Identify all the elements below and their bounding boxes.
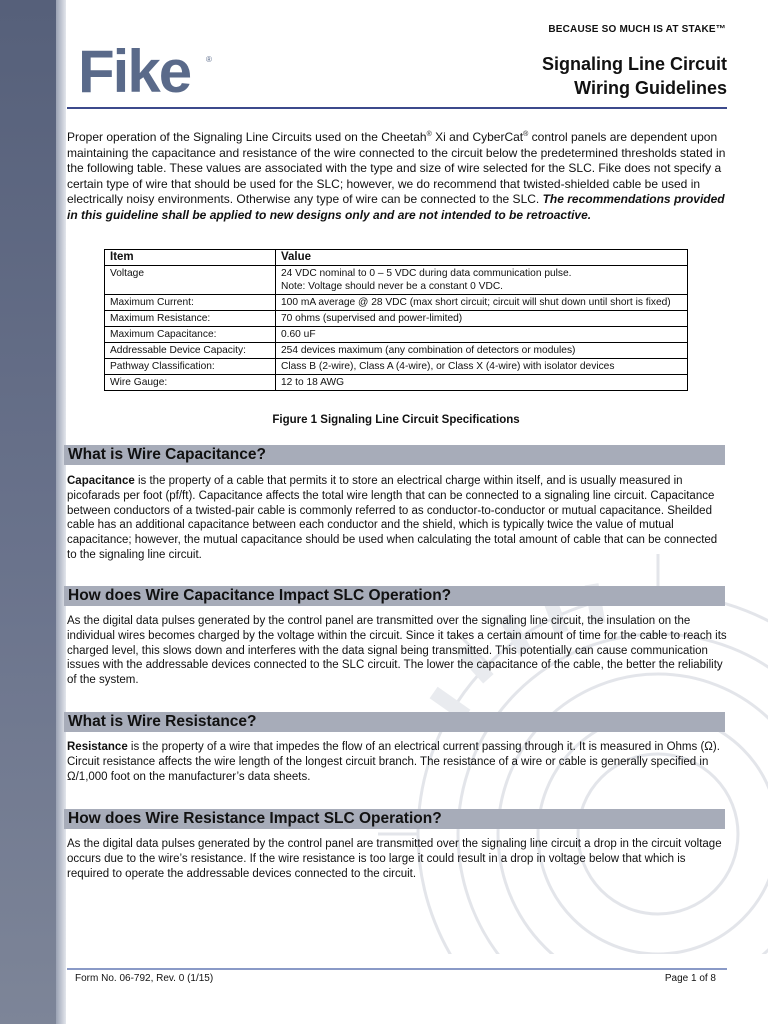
term-capacitance: Capacitance	[67, 475, 135, 487]
table-cell-value: 100 mA average @ 28 VDC (max short circuit; circuit will shut down until short is fixed)	[276, 295, 688, 311]
term-resistance: Resistance	[67, 741, 128, 753]
table-cell-item: Maximum Current:	[105, 295, 276, 311]
title-line-2: Wiring Guidelines	[574, 78, 727, 98]
tagline: BECAUSE SO MUCH IS AT STAKE™	[548, 24, 726, 35]
table-header-value: Value	[276, 250, 688, 266]
section-heading-resistance-impact: How does Wire Resistance Impact SLC Operation?	[64, 809, 725, 829]
table-cell-value-line: 24 VDC nominal to 0 – 5 VDC during data communication pulse.	[281, 268, 572, 279]
logo-wordmark: Fike	[78, 40, 191, 102]
table-cell-item: Wire Gauge:	[105, 375, 276, 391]
section-heading-capacitance-impact: How does Wire Capacitance Impact SLC Operation?	[64, 586, 725, 606]
body-text: is the property of a wire that impedes the flow of an electrical current passing through it. It is measured in Ohms (Ω). Circuit resistance affects the wire length of the longest circuit branch. The resistance of a wire or cable is generally specified in Ω/1,000 foot on the manufacturer’s data sheets.	[67, 741, 720, 783]
title-rule	[67, 107, 727, 109]
section-body-resistance	[67, 740, 727, 784]
section-heading-capacitance: What is Wire Capacitance?	[64, 445, 725, 465]
table-cell-item: Maximum Resistance:	[105, 311, 276, 327]
table-row	[105, 375, 688, 391]
table-row	[105, 343, 688, 359]
side-band	[0, 0, 60, 1024]
table-row	[105, 295, 688, 311]
fike-logo	[78, 40, 218, 102]
table-cell-value: Class B (2-wire), Class A (4-wire), or Class X (4-wire) with isolator devices	[276, 359, 688, 375]
body-text: is the property of a cable that permits it to store an electrical charge within itself, and is usually measured in picofarads per foot (pf/ft). Capacitance affects the total wire length that can be connected to a signaling line circuit. Capacitance between conductors of a twisted-pair cable is commonly referred to as conductor-to-conductor or mutual capacitance. Sheilded cable has an additional capacitance between each conductor and the shield, which is typically twice the value of mutual capacitance; however, the mutual capacitance should be used when calculating the total amount of cable that can be connected to the signaling line circuit.	[67, 475, 718, 561]
footer-rule	[67, 968, 727, 970]
intro-paragraph	[67, 127, 727, 224]
section-body-capacitance	[67, 474, 727, 563]
table-cell-value: 0.60 uF	[276, 327, 688, 343]
table-row	[105, 266, 688, 295]
table-cell-item: Voltage	[105, 266, 276, 295]
section-body-capacitance-impact: As the digital data pulses generated by the control panel are transmitted over the signaling line circuit, the insulation on the individual wires becomes charged by the voltage within the circuit. Since it takes a certain amount of time for the cable to reach its charged level, this slows down and interferes with the data signal being transmitted. This potentially can cause communication issues with the addressable devices connected to the SLC circuit. The lower the capacitance of the cable, the better the reliability of the system.	[67, 615, 727, 687]
section-body-resistance-impact: As the digital data pulses generated by the control panel are transmitted over the signaling line circuit a drop in the circuit voltage occurs due to the wire’s resistance. If the wire resistance is too large it could result in a drop in voltage below that which is required to operate the addressable devices connected to the circuit.	[67, 838, 722, 880]
table-cell-note: Note: Voltage should never be a constant 0 VDC.	[281, 281, 504, 292]
table-row	[105, 359, 688, 375]
table-row	[105, 311, 688, 327]
page-title	[542, 52, 727, 100]
page-number: Page 1 of 8	[664, 973, 716, 984]
registered-mark: ®	[426, 131, 432, 138]
table-cell-item: Pathway Classification:	[105, 359, 276, 375]
intro-text-1: Proper operation of the Signaling Line Circuits used on the Cheetah	[67, 130, 427, 144]
logo-registered-mark: ®	[206, 55, 212, 64]
table-header-row	[105, 250, 688, 266]
table-cell-value	[276, 266, 688, 295]
table-row	[105, 327, 688, 343]
table-header-item: Item	[105, 250, 276, 266]
table-caption: Figure 1 Signaling Line Circuit Specifications	[272, 414, 520, 426]
intro-text-3: control panels are dependent upon maintaining the capacitance and resistance of the wire connected to the circuit below the predetermined thresholds stated in the following table. These values are associated with the type and size of wire selected for the SLC. Fike does not specify a certain type of wire that should be used for the SLC; however, we do recommend that twisted-shielded cable be used in electrically noisy environments. Otherwise any type of wire can be connected to the SLC.	[67, 130, 726, 207]
table-cell-value: 70 ohms (supervised and power-limited)	[276, 311, 688, 327]
title-line-1: Signaling Line Circuit	[541, 54, 727, 74]
section-heading-resistance: What is Wire Resistance?	[64, 712, 725, 732]
table-cell-item: Addressable Device Capacity:	[105, 343, 276, 359]
intro-text-2: Xi and CyberCat	[431, 130, 524, 144]
table-cell-value: 254 devices maximum (any combination of detectors or modules)	[276, 343, 688, 359]
table-cell-item: Maximum Capacitance:	[105, 327, 276, 343]
form-number: Form No. 06-792, Rev. 0 (1/15)	[75, 973, 214, 984]
spec-table	[104, 249, 688, 391]
table-cell-value: 12 to 18 AWG	[276, 375, 688, 391]
intro-emphasis: The recommendations provided in this guideline shall be applied to new designs only and are not intended to be retroactive.	[67, 192, 725, 222]
registered-mark: ®	[523, 131, 529, 138]
side-band-edge	[56, 0, 66, 1024]
